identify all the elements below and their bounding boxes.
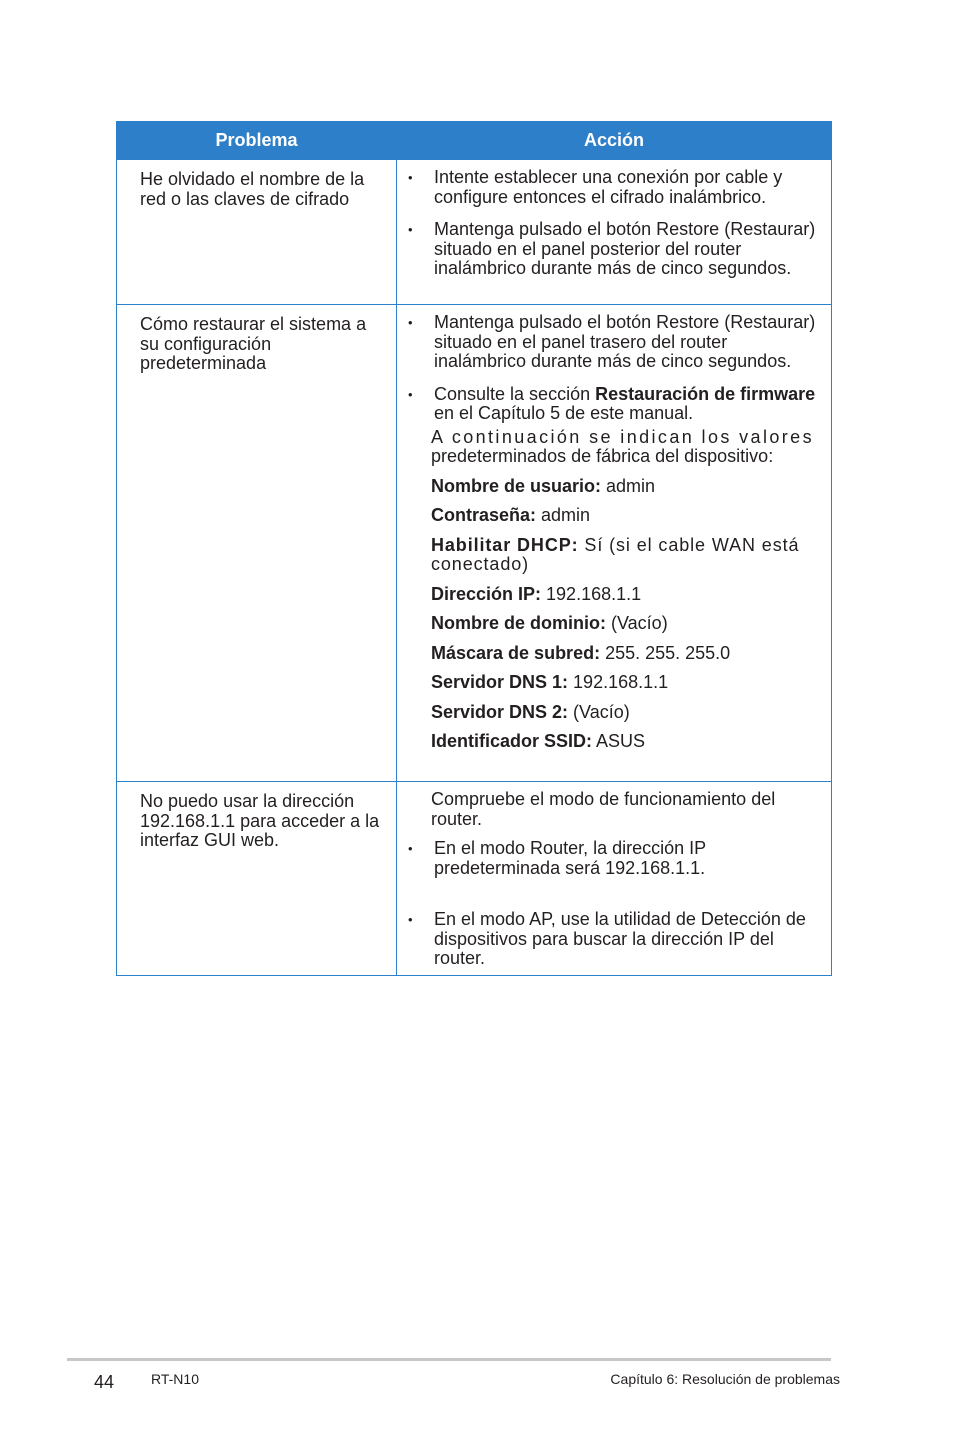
setting-label: Servidor DNS 1: xyxy=(431,672,569,692)
setting-label: Nombre de dominio: xyxy=(431,613,606,633)
setting-value: 255. 255. 255.0 xyxy=(600,642,731,663)
setting-value: 192.168.1.1 xyxy=(568,672,669,692)
setting-value: (Vacío) xyxy=(568,701,630,722)
setting-value: admin xyxy=(601,475,656,496)
footer-model: RT-N10 xyxy=(151,1371,199,1387)
bullet-marker: • xyxy=(408,386,413,402)
bullet-text: Mantenga pulsado el botón Restore (Restaurar) situado en el panel posterior del router inalámbrico durante más de cinco segundos. xyxy=(434,219,816,278)
problem-cell: No puedo usar la dirección 192.168.1.1 para acceder a la interfaz GUI web. xyxy=(117,782,397,976)
setting-dhcp xyxy=(408,536,821,575)
header-problem: Problema xyxy=(117,122,397,160)
setting-username xyxy=(408,477,821,497)
bullet-marker: • xyxy=(408,222,413,237)
bullet-text: Intente establecer una conexión por cable y configure entonces el cifrado inalámbrico. xyxy=(434,167,783,207)
action-bullet xyxy=(408,385,821,424)
mode-check-intro: Compruebe el modo de funcionamiento del router. xyxy=(431,789,776,829)
page-number: 44 xyxy=(94,1372,115,1392)
table-row xyxy=(117,160,832,305)
bullet-text-post: en el Capítulo 5 de este manual. xyxy=(434,403,694,423)
action-cell xyxy=(397,160,832,305)
table-row xyxy=(117,782,832,976)
footer-divider xyxy=(67,1358,831,1361)
setting-subnet-mask xyxy=(408,644,821,664)
bullet-marker: • xyxy=(408,315,413,330)
setting-value: Sí (si el cable WAN está conectado) xyxy=(431,534,800,574)
bullet-marker: • xyxy=(408,912,413,927)
setting-ip-address xyxy=(408,585,821,605)
table-row xyxy=(117,305,832,782)
setting-value: admin xyxy=(536,505,591,525)
setting-dns1 xyxy=(408,673,821,693)
action-bullet xyxy=(408,168,821,207)
bullet-text: En el modo Router, la dirección IP predeterminada será 192.168.1.1. xyxy=(434,838,706,878)
setting-ssid xyxy=(408,732,821,752)
setting-label: Contraseña: xyxy=(431,505,537,525)
table-header-row xyxy=(117,122,832,160)
bullet-text: En el modo AP, use la utilidad de Detección de dispositivos para buscar la dirección IP del router. xyxy=(434,909,806,968)
setting-label: Habilitar DHCP: xyxy=(431,534,579,555)
bullet-text: Mantenga pulsado el botón Restore (Restaurar) situado en el panel trasero del router inalámbrico durante más de cinco segundos. xyxy=(434,312,816,371)
action-bullet xyxy=(408,220,821,279)
header-action: Acción xyxy=(397,122,832,160)
problem-cell: Cómo restaurar el sistema a su configuración predeterminada xyxy=(117,305,397,782)
action-cell xyxy=(397,305,832,782)
defaults-intro-line2: predeterminados de fábrica del dispositivo: xyxy=(431,446,774,466)
action-bullet xyxy=(408,910,821,969)
section-reference: Restauración de firmware xyxy=(595,383,816,404)
setting-value: (Vacío) xyxy=(606,613,668,633)
action-bullet xyxy=(408,839,821,878)
setting-label: Dirección IP: xyxy=(431,583,542,604)
defaults-intro-line1: A continuación se indican los valores xyxy=(431,426,814,447)
bullet-text xyxy=(434,385,821,424)
setting-dns2 xyxy=(408,703,821,723)
setting-label: Servidor DNS 2: xyxy=(431,701,569,722)
troubleshooting-table xyxy=(116,121,832,976)
bullet-marker: • xyxy=(408,170,413,185)
setting-label: Nombre de usuario: xyxy=(431,475,602,496)
bullet-marker: • xyxy=(408,841,413,856)
bullet-text-pre: Consulte la sección xyxy=(434,383,596,404)
setting-label: Máscara de subred: xyxy=(431,642,601,663)
setting-password xyxy=(408,506,821,526)
setting-value: ASUS xyxy=(592,731,646,751)
action-bullet xyxy=(408,313,821,372)
footer-chapter: Capítulo 6: Resolución de problemas xyxy=(610,1371,840,1387)
setting-domain-name xyxy=(408,614,821,634)
setting-label: Identificador SSID: xyxy=(431,731,593,751)
action-cell xyxy=(397,782,832,976)
problem-cell: He olvidado el nombre de la red o las claves de cifrado xyxy=(117,160,397,305)
setting-value: 192.168.1.1 xyxy=(541,583,642,604)
